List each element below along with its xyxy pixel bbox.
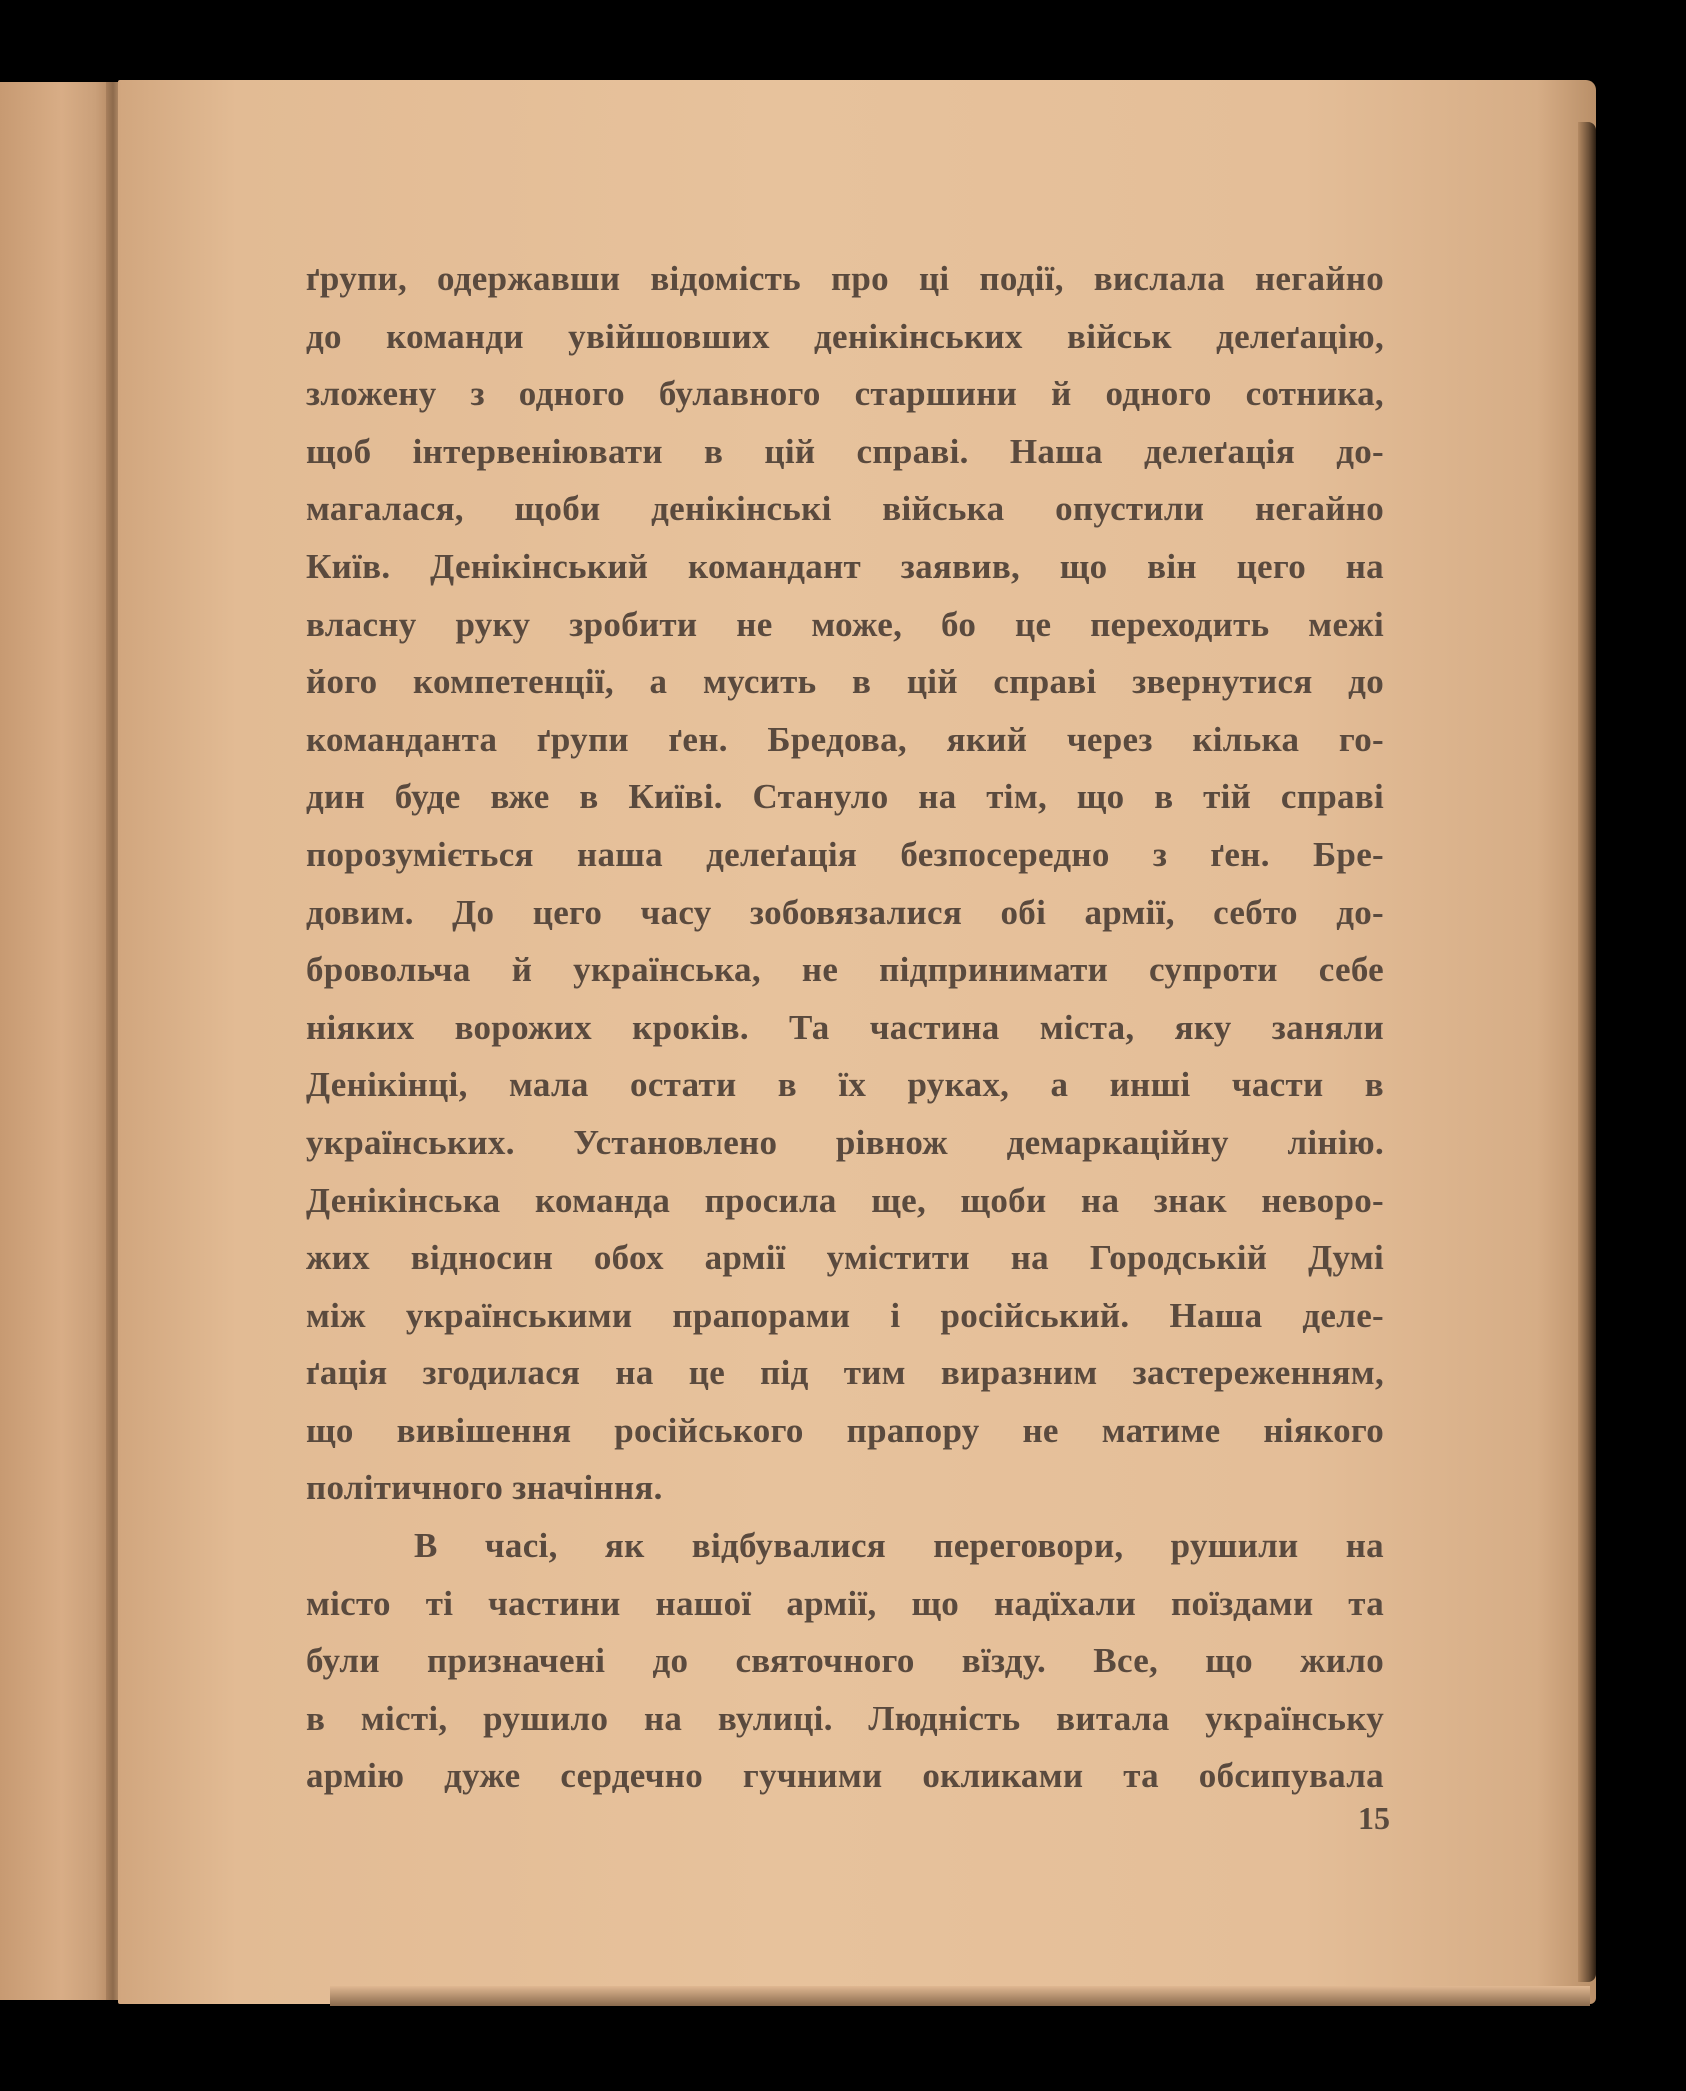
body-text <box>306 250 1384 1805</box>
text-line: Денікінці, мала остати в їх руках, а инші части в <box>306 1065 1384 1105</box>
text-line: до команди увійшовших денікінських військ делеґацію, <box>306 316 1384 356</box>
page-bottom-edge <box>330 1986 1590 2006</box>
text-line: довим. До цего часу зобовязалися обі армії, себто до- <box>306 892 1384 932</box>
text-line: бровольча й українська, не підпринимати супроти себе <box>306 950 1384 990</box>
text-line: ніяких ворожих кроків. Та частина міста, яку заняли <box>306 1007 1384 1047</box>
text-line: українських. Установлено рівнож демаркаційну лінію. <box>306 1122 1384 1162</box>
text-line: ґація згодилася на це під тим виразним застереженням, <box>306 1353 1384 1393</box>
text-line: В часі, як відбувалися переговори, рушили на <box>414 1526 1384 1566</box>
text-line: в місті, рушило на вулиці. Людність витала українську <box>306 1698 1384 1738</box>
text-line: місто ті частини нашої армії, що надїхали поїздами та <box>306 1583 1384 1623</box>
text-line: щоб інтервеніювати в цій справі. Наша делеґація до- <box>306 431 1384 471</box>
text-line: були призначені до святочного вїзду. Все, що жило <box>306 1641 1384 1681</box>
text-line: його компетенції, а мусить в цій справі звернутися до <box>306 662 1384 702</box>
text-line: зложену з одного булавного старшини й одного сотника, <box>306 374 1384 414</box>
text-line: Денікінська команда просила ще, щоби на знак неворо- <box>306 1180 1384 1220</box>
text-line: власну руку зробити не може, бо це переходить межі <box>306 604 1384 644</box>
text-line: порозуміється наша делеґація безпосередно з ґен. Бре- <box>306 834 1384 874</box>
text-line: жих відносин обох армії умістити на Городській Думі <box>306 1238 1384 1278</box>
paragraph-2 <box>306 1517 1384 1805</box>
text-line: що вивішення російського прапору не матиме ніякого <box>306 1410 1384 1450</box>
paragraph-1 <box>306 250 1384 1517</box>
left-facing-page <box>0 82 112 2000</box>
text-line: між українськими прапорами і російський. Наша деле- <box>306 1295 1384 1335</box>
text-line: команданта ґрупи ґен. Бредова, який через кілька го- <box>306 719 1384 759</box>
text-line: ґрупи, одержавши відомість про ці події, вислала негайно <box>306 259 1384 298</box>
text-line: магалася, щоби денікінські війська опустили негайно <box>306 489 1384 529</box>
text-line: дин буде вже в Київі. Стануло на тім, що в тій справі <box>306 777 1384 817</box>
text-line: Київ. Денікінський командант заявив, що він цего на <box>306 546 1384 586</box>
text-line: політичного значіння. <box>306 1468 663 1508</box>
text-line: армію дуже сердечно гучними окликами та обсипувала <box>306 1756 1384 1796</box>
page-number: 15 <box>1358 1800 1390 1836</box>
page-right-edge <box>1578 122 1596 1982</box>
